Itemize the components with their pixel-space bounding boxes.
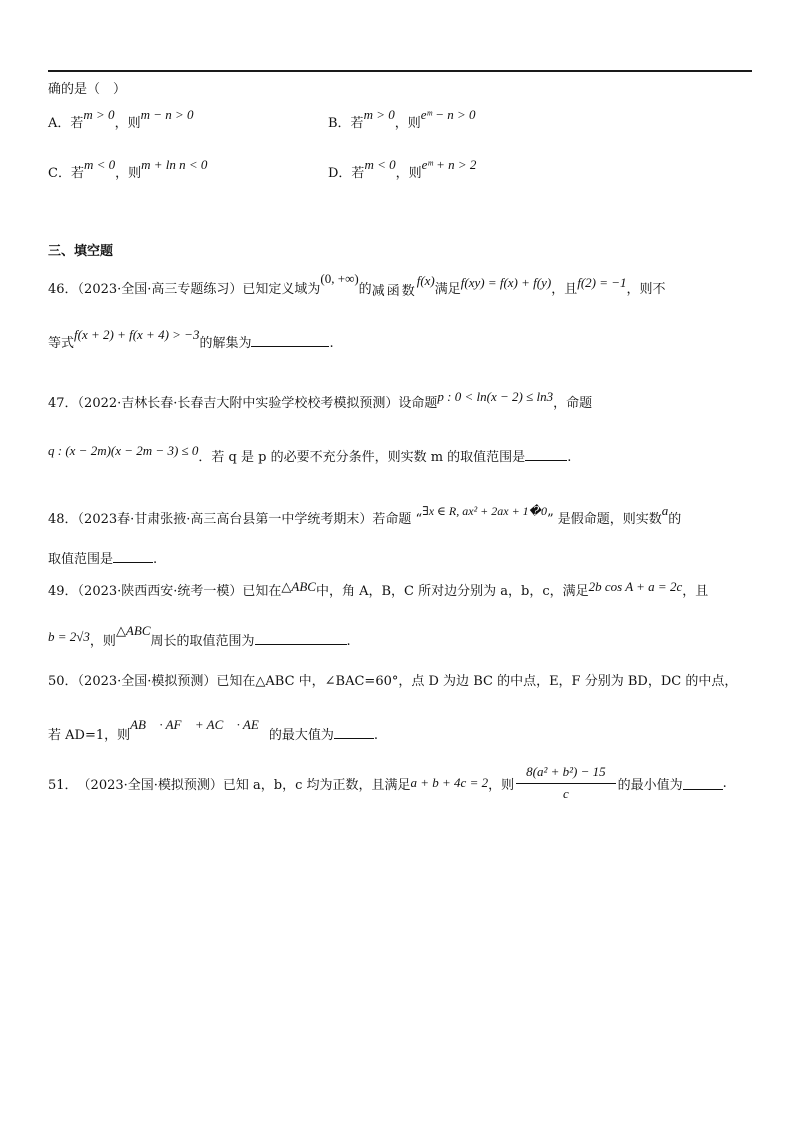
math-fx: f(x) bbox=[416, 273, 435, 288]
question-49-line-1 bbox=[48, 580, 708, 599]
question-48-line-2 bbox=[48, 548, 157, 567]
choice-d-sep: ，则 bbox=[395, 166, 422, 181]
period: . bbox=[346, 634, 351, 649]
choice-b[interactable] bbox=[328, 107, 476, 131]
choice-a-condition: m > 0 bbox=[83, 107, 115, 122]
text: ，且 bbox=[551, 282, 578, 297]
math-triangle: △ABC bbox=[115, 623, 151, 638]
choice-b-label: B．若 bbox=[328, 116, 364, 131]
text: 的 bbox=[358, 282, 372, 297]
question-number: 48． bbox=[48, 512, 78, 527]
question-source: （2022·吉林长春·长春吉大附中实验学校校考模拟预测）设命题 bbox=[77, 396, 438, 411]
text: 的 bbox=[668, 512, 682, 527]
question-48-line-1 bbox=[48, 503, 682, 527]
math-f2: f(2) = −1 bbox=[577, 275, 627, 290]
text: ，则 bbox=[89, 634, 116, 649]
question-47-line-1 bbox=[48, 389, 593, 411]
answer-blank[interactable] bbox=[251, 334, 329, 347]
text: 取值范围是 bbox=[48, 552, 114, 567]
math-proposition-p: p : 0 < ln(x − 2) ≤ ln3 bbox=[437, 389, 554, 404]
period: . bbox=[329, 336, 334, 351]
question-47-line-2 bbox=[48, 443, 572, 465]
text: 中，角 A，B，C 所对边分别为 a，b，c，满足 bbox=[315, 584, 589, 599]
math-triangle: △ABC bbox=[281, 579, 316, 594]
question-46-line-1 bbox=[48, 271, 666, 299]
emphasis-text: 减函数 bbox=[371, 284, 417, 299]
text: ” 是假命题，则实数 bbox=[547, 512, 662, 527]
text: ，则 bbox=[488, 777, 515, 793]
question-51-line-1 bbox=[48, 764, 727, 802]
choice-a[interactable] bbox=[48, 107, 194, 131]
question-49-line-2 bbox=[48, 623, 351, 649]
text: ，且 bbox=[682, 584, 709, 599]
question-source: （2023·陕西西安·统考一模）已知在 bbox=[77, 584, 282, 599]
text: 若 AD=1，则 bbox=[48, 728, 131, 743]
question-source: （2023·全国·高三专题练习）已知定义域为 bbox=[77, 282, 321, 297]
question-number: 51． bbox=[48, 777, 78, 793]
text: 满足 bbox=[434, 282, 461, 297]
answer-blank[interactable] bbox=[334, 726, 374, 739]
question-number: 49． bbox=[48, 584, 78, 599]
period: . bbox=[567, 450, 572, 465]
fraction-numerator: 8(a² + b²) − 15 bbox=[516, 764, 616, 784]
choice-d-condition: m < 0 bbox=[364, 157, 396, 172]
text: 的最小值为 bbox=[617, 777, 683, 793]
math-condition: 2b cos A + a = 2c bbox=[588, 579, 683, 594]
question-stem-fragment: 确的是（ ） bbox=[48, 82, 127, 97]
choice-d-label: D．若 bbox=[328, 166, 365, 181]
answer-blank[interactable] bbox=[525, 448, 567, 461]
choice-d[interactable] bbox=[328, 157, 477, 181]
choice-c-label: C．若 bbox=[48, 166, 84, 181]
question-46-line-2 bbox=[48, 327, 334, 351]
text: 等式 bbox=[48, 336, 75, 351]
choice-c-condition: m < 0 bbox=[83, 157, 116, 172]
question-source: （2023春·甘肃张掖·高三高台县第一中学统考期末）若命题 “ bbox=[77, 512, 423, 527]
choice-c[interactable] bbox=[48, 157, 208, 181]
period: . bbox=[373, 728, 379, 743]
choice-b-sep: ，则 bbox=[394, 116, 421, 131]
choice-a-expression: m − n > 0 bbox=[140, 107, 194, 122]
question-source: （2023·全国·模拟预测）已知 a，b，c 均为正数，且满足 bbox=[77, 777, 411, 793]
answer-blank[interactable] bbox=[255, 632, 347, 645]
question-text: （2023·全国·模拟预测）已知在△ABC 中，∠BAC=60°，点 D 为边 BC 的中点，E，F 分别为 BD，DC 的中点， bbox=[77, 674, 738, 689]
math-a: a bbox=[661, 503, 669, 518]
math-fraction bbox=[516, 764, 616, 802]
header-rule bbox=[48, 70, 752, 72]
answer-blank[interactable] bbox=[683, 777, 723, 790]
choice-c-sep: ，则 bbox=[115, 166, 142, 181]
question-number: 50． bbox=[48, 674, 78, 689]
question-number: 47． bbox=[48, 396, 78, 411]
math-proposition-q: q : (x − 2m)(x − 2m − 3) ≤ 0 bbox=[48, 443, 199, 458]
choice-b-condition: m > 0 bbox=[363, 107, 395, 122]
section-title: 三、填空题 bbox=[48, 244, 114, 259]
choice-a-sep: ，则 bbox=[114, 116, 141, 131]
question-number: 46． bbox=[48, 282, 78, 297]
math-b: b = 2√3 bbox=[48, 629, 90, 644]
period: . bbox=[722, 775, 727, 791]
math-vector-expression: AB⃗ · AF⃗ + AC⃗ · AE⃗ bbox=[130, 717, 269, 732]
text: ，则不 bbox=[626, 282, 666, 297]
math-condition: a + b + 4c = 2 bbox=[410, 775, 489, 790]
math-inequality: f(x + 2) + f(x + 4) > −3 bbox=[74, 327, 200, 342]
text: 的解集为 bbox=[199, 336, 252, 351]
math-functional-equation: f(xy) = f(x) + f(y) bbox=[460, 275, 552, 290]
math-domain: (0, +∞) bbox=[320, 271, 359, 286]
text: 的最大值为 bbox=[268, 728, 334, 743]
choice-a-label: A．若 bbox=[48, 116, 84, 131]
text: 周长的取值范围为 bbox=[150, 634, 255, 649]
choice-c-expression: m + ln n < 0 bbox=[141, 157, 208, 172]
question-50-line-1 bbox=[48, 670, 737, 689]
answer-blank[interactable] bbox=[113, 550, 153, 563]
period: . bbox=[153, 552, 158, 567]
text: ，命题 bbox=[553, 396, 593, 411]
question-50-line-2 bbox=[48, 717, 379, 743]
math-proposition: ∃x ∈ R, ax² + 2ax + 1�0 bbox=[422, 504, 547, 518]
text: ．若 q 是 p 的必要不充分条件，则实数 m 的取值范围是 bbox=[198, 450, 526, 465]
choice-b-expression: eᵐ − n > 0 bbox=[420, 107, 476, 122]
choice-d-expression: eᵐ + n > 2 bbox=[421, 157, 477, 172]
fraction-denominator: c bbox=[562, 786, 569, 801]
